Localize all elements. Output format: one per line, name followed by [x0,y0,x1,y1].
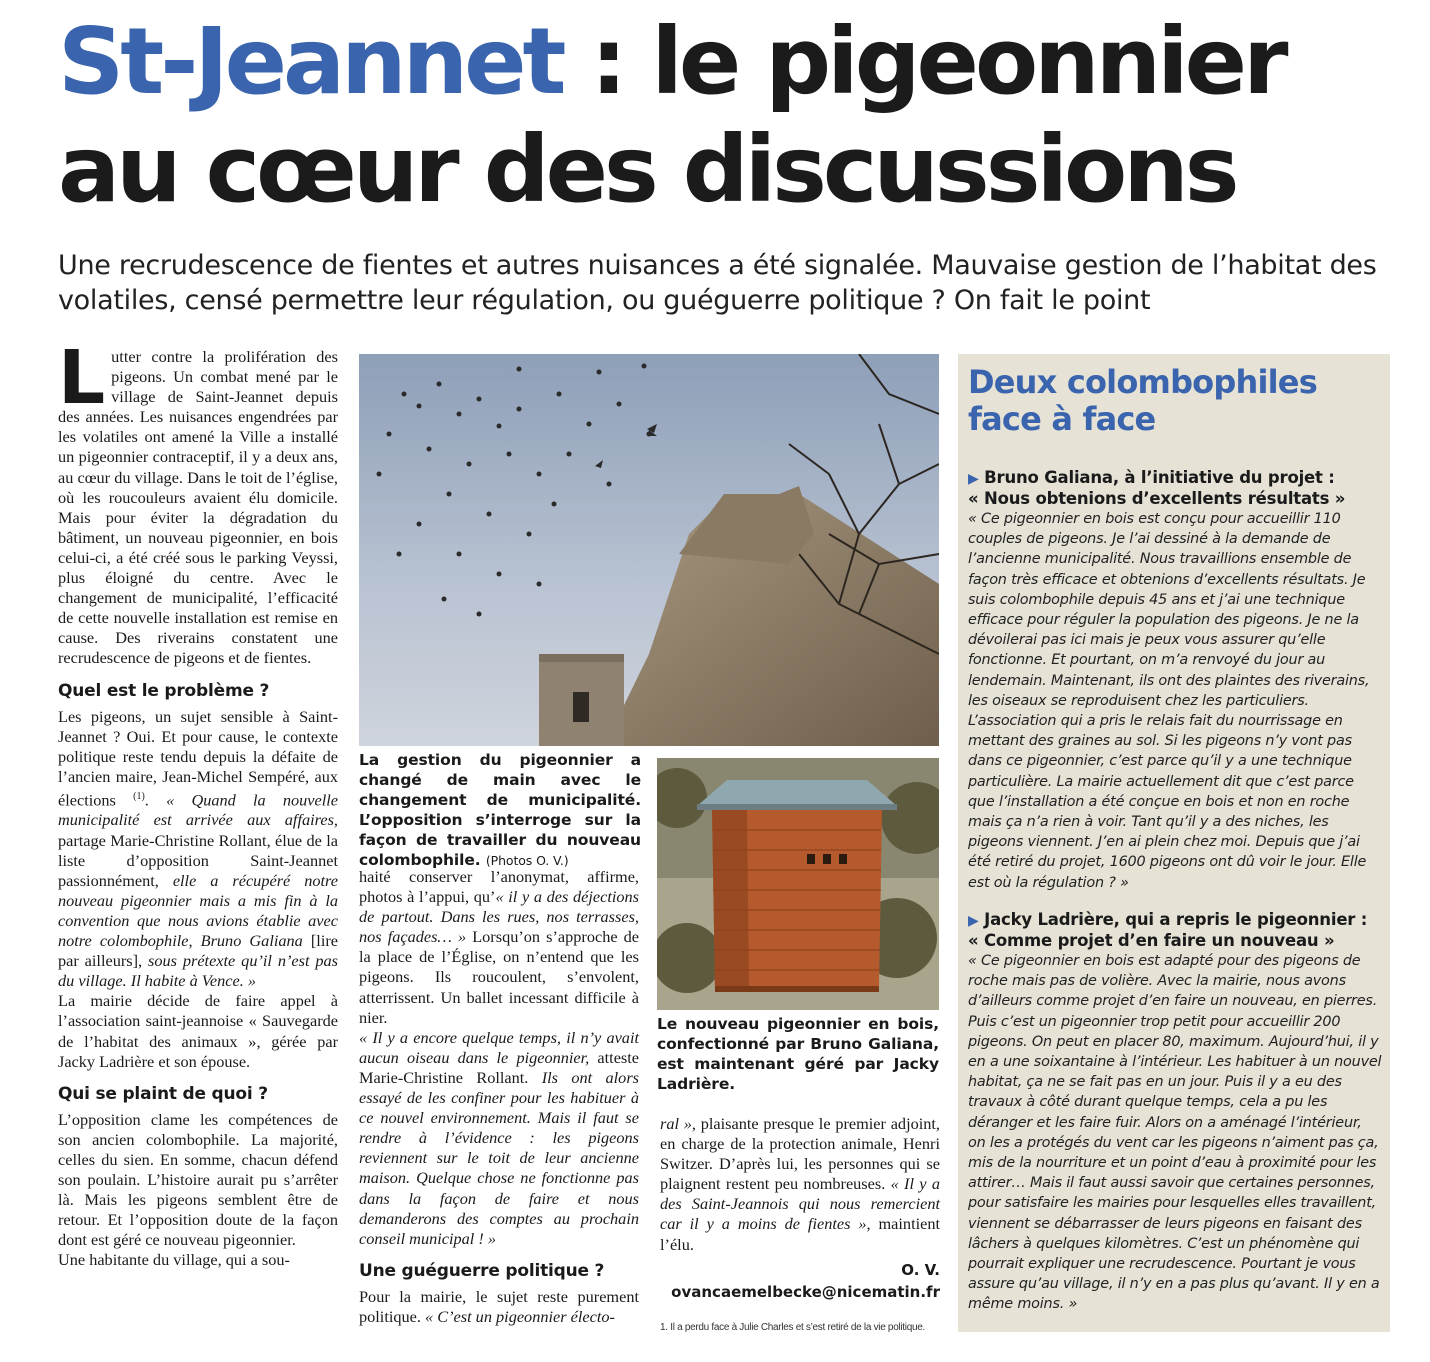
sidebar-title: Deux colombophiles face à face [968,363,1317,438]
drop-cap: L [58,335,106,421]
paragraph: Les pigeons, un sujet sensible à Saint-Jeannet ? Oui. Et pour cause, le contexte politique reste tendu depuis la défaite de l’ancien maire, Jean-Michel Sempéré, aux élections $^{(1)}$. « Quand la nouvelle municipalité est arrivée aux affaires, partage Marie-Christine Rollant, élue de la liste d’opposition Saint-Jeannet passionnément, elle a récupéré notre nouveau pigeonnier mais a mis fin à la convention que nous avions établie avec notre colombophile, Bruno Galiana [lire par ailleurs], sous prétexte qu’il n’est pas du village. Il habite à Vence. » [58,706,339,991]
article-column-2 [359,867,639,1327]
standfirst: Une recrudescence de fientes et autres nuisances a été signalée. Mauvaise gestion de l’habitat des volatiles, censé permettre leur régulation, ou guéguerre politique ? On fait le point [58,250,1377,316]
article-column-3 [660,1114,940,1303]
paragraph: ral », plaisante presque le premier adjoint, en charge de la protection animale, Henri Switzer. D’après lui, les personnes qui se plaignent restent peu nombreuses. « Il y a des Saint-Jeannois qui nous remercient car il y a moins de fientes », maintient l’élu. [660,1114,941,1254]
headline [58,8,1418,224]
interview-headline-quote: « Comme projet d’en faire un nouveau » [968,931,1335,950]
church-photo-caption: La gestion du pigeonnier a changé de main avec le changement de municipalité. L’opposition s’interroge sur la façon de travailler du nouveau colombophile. (Photos O. V.) [359,751,641,869]
headline-location: St-Jeannet [58,8,563,115]
paragraph: La mairie décide de faire appel à l’association saint-jeannoise « Sauvegarde de l’habitat des animaux », gérée par Jacky Ladrière et son épouse. [58,991,338,1071]
pigeon-loft-photo [657,758,939,1010]
church-photo [359,354,939,746]
interview-heading: ▶ Bruno Galiana, à l’initiative du projet : [968,468,1335,487]
triangle-bullet-icon: ▶ [968,913,979,929]
intro-paragraph: Lutter contre la prolifération des pigeons. Un combat mené par le village de Saint-Jeannet depuis des années. Les nuisances engendrées par les volatiles ont amené la Ville a installé un pigeonnier contraceptif, il y a deux ans, au cœur du village. Dans le toit de l’église, où les roucouleurs avaient élu domicile. Mais pour éviter la dégradation du bâtiment, un nouveau pigeonnier, en bois celui-ci, a été créé sous le parking Veyssi, plus éloigné du centre. Avec le changement de municipalité, l’efficacité de cette nouvelle installation est remise en cause. Des riverains constatent une recrudescence de pigeons et de fientes. [58,335,338,668]
interview-galiana [968,468,1382,893]
interview-heading: ▶ Jacky Ladrière, qui a repris le pigeonnier : [968,910,1368,929]
headline-line1: : le pigeonnier [562,8,1285,115]
subheading-problem: Quel est le problème ? [58,680,270,701]
interview-ladriere [968,910,1382,1315]
photo-credit: (Photos O. V.) [485,853,569,868]
paragraph: Pour la mairie, le sujet reste purement politique. « C’est un pigeonnier électo- [359,1286,639,1326]
paragraph: haité conserver l’anonymat, affirme, photos à l’appui, qu’« il y a des déjections de partout. Dans les rues, nos terrasses, nos façades… » Lorsqu’on s’approche de la place de l’Église, on n’entend que les pigeons. Ils roucoulent, s’envolent, atterrissent. Un ballet incessant difficile à nier. [359,867,640,1027]
author-email[interactable]: ovancaemelbecke@nicematin.fr [671,1282,940,1301]
subheading-complaints: Qui se plaint de quoi ? [58,1083,268,1104]
subheading-politics: Une guéguerre politique ? [359,1260,605,1281]
paragraph: L’opposition clame les compétences de son ancien colombophile. La majorité, celles du sien. En somme, chacun défend son poulain. L’histoire aurait pu s’arrêter là. Mais les pigeons semblent être de retour. Et l’opposition doute de la façon dont est géré ce nouveau pigeonnier. [58,1109,338,1250]
footnote: 1. Il a perdu face à Julie Charles et s’est retiré de la vie politique. [660,1322,925,1333]
interview-text: « Ce pigeonnier en bois est adapté pour des pigeons de roche mais pas de volière. Avec la mairie, nous avons d’ailleurs comme projet d’en faire un nouveau, en pierres. Puis c’est un pigeonnier trop petit pour accueillir 200 pigeons. On peut en placer 80, maximum. Aujourd’hui, il y en a une soixantaine à l’intérieur. Les habituer à un nouvel habitat, ça ne se fait pas en un jour. Puis il y a eu des travaux à côté durant quelque temps, cela a pu les déranger et les faire fuir. Alors on a aménagé l’intérieur, on les a protégés du vent car les pigeons n’aiment pas ça, mis de la nourriture et un point d’eau à proximité pour les attirer… Mais il faut aussi savoir que certaines personnes, pour satisfaire les mairies pour lesquelles elles travaillent, viennent se débarrasser de leurs pigeons en faisant des lâchers à quelques kilomètres. C’est un phénomène qui pourrait expliquer une recrudescence. Pourtant je vous assure qu’au village, il n’y en a pas plus qu’avant. Il y en a même moins. » [968,953,1382,1313]
interview-headline-quote: « Nous obtenions d’excellents résultats » [968,489,1346,508]
author-signature: O. V. [901,1260,940,1279]
paragraph: « Il y a encore quelque temps, il n’y avait aucun oiseau dans le pigeonnier, atteste Marie-Christine Rollant. Ils ont alors essayé de les confiner pour les habituer à ce nouvel environnement. Mais il faut se rendre à l’évidence : les pigeons reviennent sur le toit de leur ancienne maison. Quelque chose ne fonctionne pas dans la façon de faire et nous demanderons des comptes au prochain conseil municipal ! » [359,1027,640,1248]
article-column-1 [58,335,339,1271]
triangle-bullet-icon: ▶ [968,471,979,487]
interview-text: « Ce pigeonnier en bois est conçu pour accueillir 110 couples de pigeons. Je l’ai dessiné à la demande de l’ancienne municipalité. Nous travaillions ensemble de façon très efficace et obtenions d’excellents résultats. Je suis colombophile depuis 45 ans et j’ai une technique efficace pour réguler la population des pigeons. Je ne la dévoilerai pas ici mais je peux vous assurer qu’elle fonctionne. Et pourtant, on m’a renvoyé du jour au lendemain. Maintenant, ils ont des plaintes des riverains, les oiseaux se reproduisent chez les particuliers. L’association qui a pris le relais fait du nourrissage en mettant des graines au sol. Si les pigeons n’y vont pas dans ce pigeonnier, c’est parce qu’il y a une technique particulière. La mairie actuellement dit que c’est parce que l’installation a été conçue en bois et non en roche mais ça n’a rien à voir. Tant qu’il y a des niches, les pigeons viennent. J’en ai plein chez moi. Depuis que j’ai été retiré du projet, 1600 pigeons ont dû voir le jour. Elle est où la régulation ? » [968,511,1370,891]
pigeon-loft-caption: Le nouveau pigeonnier en bois, confectionné par Bruno Galiana, est maintenant géré par Jacky Ladrière. [657,1015,939,1093]
headline-line2: au cœur des discussions [58,116,1236,223]
paragraph: Une habitante du village, qui a sou- [58,1250,290,1270]
